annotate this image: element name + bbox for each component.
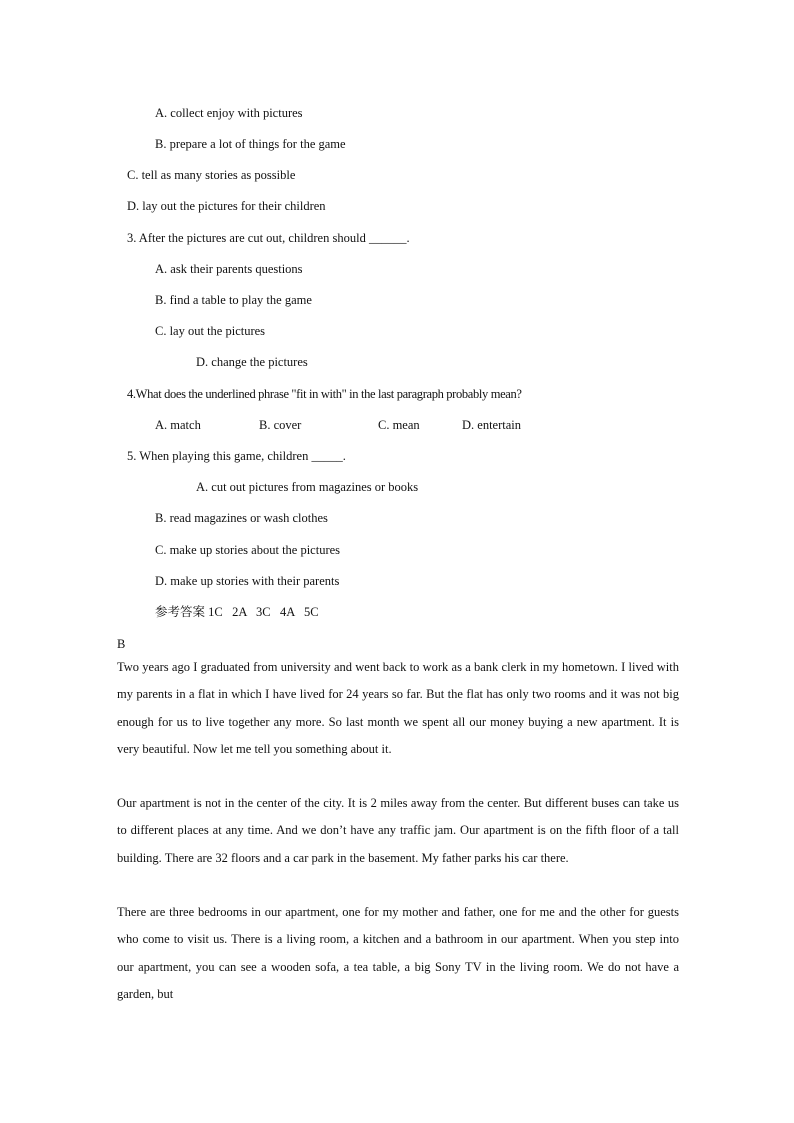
- q5-option-b: B. read magazines or wash clothes: [155, 511, 328, 525]
- q3-stem: 3. After the pictures are cut out, children should ______.: [127, 231, 410, 245]
- section-label: B: [117, 637, 126, 651]
- q2-option-c: C. tell as many stories as possible: [127, 168, 296, 182]
- passage-paragraph-3: There are three bedrooms in our apartment, one for my mother and father, one for me and the other for guests who come to visit us. There is a living room, a kitchen and a bathroom in our apartment. When you step into our apartment, you can see a wooden sofa, a tea table, a big Sony TV in the living room. We do not have a garden, but: [117, 905, 679, 1001]
- q5-stem: 5. When playing this game, children _____.: [127, 449, 346, 463]
- q4-stem: 4.What does the underlined phrase "fit in with" in the last paragraph probably mean?: [127, 387, 522, 401]
- q5-option-a: A. cut out pictures from magazines or books: [196, 480, 419, 494]
- q2-option-d: D. lay out the pictures for their children: [127, 199, 326, 213]
- q5-option-d: D. make up stories with their parents: [155, 574, 340, 588]
- q2-option-b: B. prepare a lot of things for the game: [155, 137, 346, 151]
- q5-option-c: C. make up stories about the pictures: [155, 543, 341, 557]
- passage-paragraph-1: Two years ago I graduated from university and went back to work as a bank clerk in my hometown. I lived with my parents in a flat in which I have lived for 24 years so far. But the flat has only two rooms and it was not big enough for us to live together any more. So last month we spent all our money buying a new apartment. It is very beautiful. Now let me tell you something about it.: [117, 660, 679, 756]
- q4-option-c: C. mean: [378, 418, 420, 432]
- q4-option-b: B. cover: [259, 418, 302, 432]
- q2-option-a: A. collect enjoy with pictures: [155, 106, 303, 120]
- q3-option-a: A. ask their parents questions: [155, 262, 303, 276]
- q3-option-c: C. lay out the pictures: [155, 324, 266, 338]
- q4-option-d: D. entertain: [462, 418, 522, 432]
- q3-option-b: B. find a table to play the game: [155, 293, 312, 307]
- q4-option-a: A. match: [155, 418, 201, 432]
- q3-option-d: D. change the pictures: [196, 355, 308, 369]
- passage-paragraph-2: Our apartment is not in the center of the city. It is 2 miles away from the center. But different buses can take us to different places at any time. And we don’t have any traffic jam. Our apartment is on the fifth floor of a tall building. There are 32 floors and a car park in the basement. My father parks his car there.: [117, 796, 679, 865]
- answer-key: 参考答案 1C 2A 3C 4A 5C: [155, 605, 319, 619]
